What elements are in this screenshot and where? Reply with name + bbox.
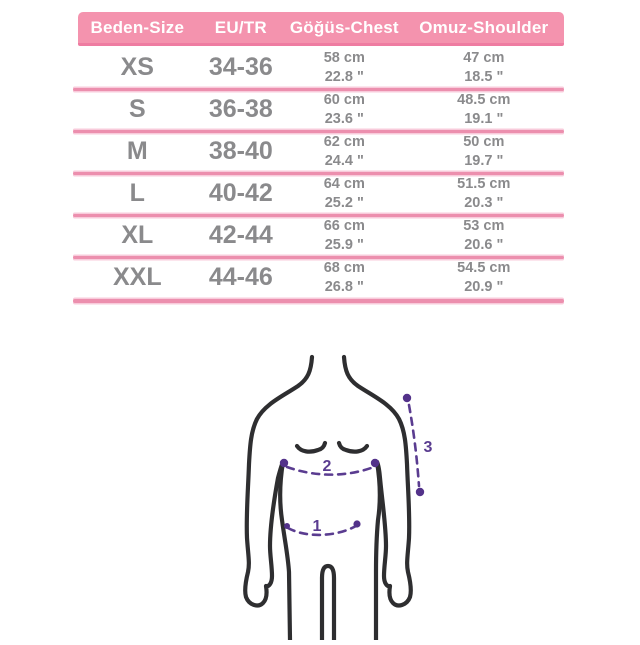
measure-label-sleeve: 3 — [423, 439, 433, 456]
value-size: XL — [121, 221, 154, 249]
value-size: S — [128, 95, 146, 123]
value-eu_tr: 34-36 — [208, 53, 273, 81]
value-chest_in: 24.4 " — [324, 152, 364, 169]
value-shoulder_cm: 50 cm — [463, 133, 505, 150]
cell-size — [78, 215, 197, 256]
value-chest_in: 26.8 " — [324, 278, 364, 295]
value-chest_cm: 64 cm — [323, 175, 365, 192]
value-chest_in: 25.2 " — [324, 194, 364, 211]
waist-measure-line — [288, 526, 356, 535]
value-shoulder_cm: 48.5 cm — [457, 91, 511, 108]
table-row — [78, 88, 564, 130]
measure-label-chest: 2 — [322, 458, 332, 475]
value-eu_tr: 40-42 — [208, 179, 273, 207]
table-row — [78, 256, 564, 298]
size-chart-table — [78, 12, 564, 298]
right-torso-leg-outline — [376, 462, 380, 640]
cell-shoulder — [404, 175, 564, 213]
value-eu_tr: 38-40 — [208, 137, 273, 165]
inner-leg-outline — [322, 566, 334, 640]
cell-chest — [285, 49, 404, 87]
value-shoulder_in: 20.9 " — [464, 278, 504, 295]
cell-eu-tr — [197, 89, 285, 130]
cell-shoulder — [404, 91, 564, 129]
value-shoulder_in: 18.5 " — [464, 68, 504, 85]
value-chest_cm: 60 cm — [323, 91, 365, 108]
sleeve-measure-line — [409, 405, 419, 486]
value-shoulder_in: 20.6 " — [464, 236, 504, 253]
right-armpit-dot — [371, 459, 379, 467]
value-size: L — [129, 179, 145, 207]
value-chest_in: 22.8 " — [324, 68, 364, 85]
table-row — [78, 172, 564, 214]
cell-shoulder — [404, 133, 564, 171]
value-chest_cm: 58 cm — [323, 49, 365, 66]
cell-shoulder — [404, 259, 564, 297]
value-chest_cm: 62 cm — [323, 133, 365, 150]
cell-chest — [285, 217, 404, 255]
cell-chest — [285, 133, 404, 171]
table-row — [78, 46, 564, 88]
cell-chest — [285, 259, 404, 297]
row-divider — [73, 299, 564, 303]
cell-eu-tr — [197, 257, 285, 298]
cell-size — [78, 257, 197, 298]
value-shoulder_cm: 54.5 cm — [457, 259, 511, 276]
value-size: XXL — [112, 263, 162, 291]
value-chest_in: 23.6 " — [324, 110, 364, 127]
cell-eu-tr — [197, 215, 285, 256]
value-shoulder_cm: 47 cm — [463, 49, 505, 66]
value-size: M — [126, 137, 148, 165]
size-table-body — [78, 46, 564, 298]
cell-shoulder — [404, 217, 564, 255]
value-eu_tr: 36-38 — [208, 95, 273, 123]
table-row — [78, 130, 564, 172]
cell-shoulder — [404, 49, 564, 87]
cell-size — [78, 173, 197, 214]
waist-left-dot — [284, 523, 290, 529]
value-size: XS — [120, 53, 154, 81]
cell-chest — [285, 175, 404, 213]
value-shoulder_in: 19.1 " — [464, 110, 504, 127]
value-eu_tr: 42-44 — [208, 221, 273, 249]
value-shoulder_in: 20.3 " — [464, 194, 504, 211]
cell-eu-tr — [197, 173, 285, 214]
header-omuz-shoulder: Omuz-Shoulder — [419, 17, 549, 37]
value-chest_in: 25.9 " — [324, 236, 364, 253]
value-shoulder_cm: 51.5 cm — [457, 175, 511, 192]
header-eu-tr: EU/TR — [214, 17, 267, 37]
value-eu_tr: 44-46 — [208, 263, 273, 291]
cell-size — [78, 47, 197, 88]
header-gogus-chest: Göğüs-Chest — [289, 17, 399, 37]
value-shoulder_in: 19.7 " — [464, 152, 504, 169]
cell-eu-tr — [197, 131, 285, 172]
cell-eu-tr — [197, 47, 285, 88]
table-row — [78, 214, 564, 256]
body-outline-figure — [228, 352, 440, 640]
left-armpit-dot — [280, 459, 288, 467]
header-beden-size: Beden-Size — [90, 17, 185, 37]
value-shoulder_cm: 53 cm — [463, 217, 505, 234]
left-torso-leg-outline — [280, 462, 290, 640]
size-table-header-row — [78, 12, 564, 46]
value-chest_cm: 66 cm — [323, 217, 365, 234]
left-chest-line — [297, 443, 325, 452]
waist-right-dot — [353, 520, 360, 527]
cell-chest — [285, 91, 404, 129]
measurement-diagram — [228, 352, 440, 640]
shoulder-dot — [403, 394, 411, 402]
right-chest-line — [339, 443, 367, 452]
cell-size — [78, 89, 197, 130]
cell-size — [78, 131, 197, 172]
measure-label-waist: 1 — [312, 518, 322, 535]
value-chest_cm: 68 cm — [323, 259, 365, 276]
sleeve-end-dot — [416, 488, 424, 496]
